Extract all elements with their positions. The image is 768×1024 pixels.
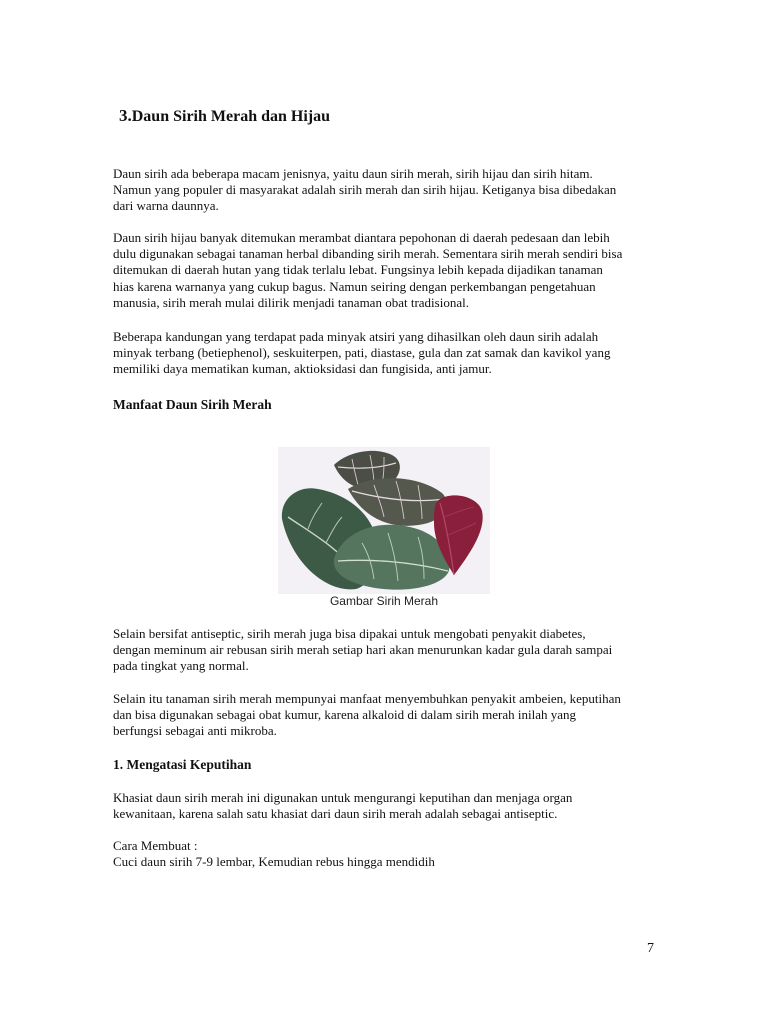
paragraph-line: Cuci daun sirih 7-9 lembar, Kemudian rebus hingga mendidih bbox=[113, 854, 435, 870]
section-number: 3. bbox=[119, 106, 132, 125]
paragraph-line: Khasiat daun sirih merah ini digunakan untuk mengurangi keputihan dan menjaga organ bbox=[113, 790, 573, 805]
paragraph-line: dengan meminum air rebusan sirih merah setiap hari akan menurunkan kadar gula darah sampai bbox=[113, 642, 613, 658]
paragraph-line: Selain bersifat antiseptic, sirih merah juga bisa dipakai untuk mengobati penyakit diabetes, bbox=[113, 626, 586, 641]
paragraph-ambeien bbox=[113, 691, 673, 740]
figure-caption: Gambar Sirih Merah bbox=[329, 594, 439, 608]
paragraph-line: Namun yang populer di masyarakat adalah sirih merah dan sirih hijau. Ketiganya bisa dibedakan bbox=[113, 182, 617, 198]
paragraph-line: Daun sirih ada beberapa macam jenisnya, yaitu daun sirih merah, sirih hijau dan sirih hitam. bbox=[113, 166, 593, 181]
paragraph-line: Cara Membuat : bbox=[113, 838, 198, 853]
paragraph-line: kewanitaan, karena salah satu khasiat dari daun sirih merah adalah sebagai antiseptic. bbox=[113, 806, 558, 822]
paragraph-kandungan bbox=[113, 329, 673, 378]
paragraph-line: Selain itu tanaman sirih merah mempunyai manfaat menyembuhkan penyakit ambeien, keputihan bbox=[113, 691, 621, 706]
paragraph-khasiat bbox=[113, 790, 673, 822]
section-heading bbox=[119, 106, 330, 126]
paragraph-sirih-hijau bbox=[113, 230, 673, 311]
section-title: Daun Sirih Merah dan Hijau bbox=[131, 108, 331, 125]
paragraph-line: Daun sirih hijau banyak ditemukan merambat diantara pepohonan di daerah pedesaan dan lebih bbox=[113, 230, 610, 245]
sirih-merah-image bbox=[278, 447, 490, 594]
paragraph-line: manusia, sirih merah mulai dilirik menjadi tanaman obat tradisional. bbox=[113, 294, 469, 310]
paragraph-line: hias karena warnanya yang cukup bagus. Namun seiring dengan perkembangan pengetahuan bbox=[113, 278, 596, 294]
paragraph-line: memiliki daya mematikan kuman, aktioksidasi dan fungisida, anti jamur. bbox=[113, 361, 492, 377]
paragraph-diabetes bbox=[113, 626, 673, 675]
paragraph-line: pada tingkat yang normal. bbox=[113, 658, 249, 674]
paragraph-line: berfungsi sebagai anti mikroba. bbox=[113, 723, 277, 739]
paragraph-line: Beberapa kandungan yang terdapat pada minyak atsiri yang dihasilkan oleh daun sirih adalah bbox=[113, 329, 599, 344]
paragraph-line: dan bisa digunakan sebagai obat kumur, karena alkaloid di dalam sirih merah inilah yang bbox=[113, 707, 577, 723]
paragraph-line: dulu digunakan sebagai tanaman herbal dibanding sirih merah. Sementara sirih merah sendiri bisa bbox=[113, 246, 623, 262]
paragraph-line: ditemukan di daerah hutan yang tidak terlalu lebat. Fungsinya lebih kepada dijadikan tanaman bbox=[113, 262, 603, 278]
paragraph-line: dari warna daunnya. bbox=[113, 198, 219, 214]
subheading-manfaat: Manfaat Daun Sirih Merah bbox=[113, 397, 272, 412]
paragraph-line: minyak terbang (betiephenol), seskuiterpen, pati, diastase, gula dan zat samak dan kavikol yang bbox=[113, 345, 611, 361]
subheading-keputihan: 1. Mengatasi Keputihan bbox=[113, 757, 252, 772]
page-number: 7 bbox=[647, 941, 654, 956]
paragraph-cara-membuat bbox=[113, 838, 673, 870]
paragraph-intro bbox=[113, 166, 673, 215]
